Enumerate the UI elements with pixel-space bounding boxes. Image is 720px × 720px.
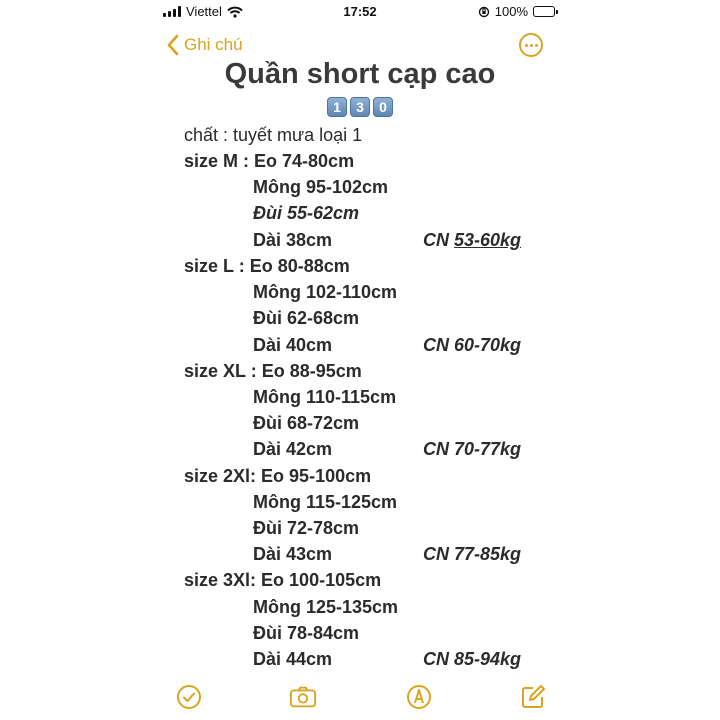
- thigh-value: Đùi 78-84cm: [253, 623, 360, 643]
- length-value: Dài 40cm: [253, 335, 333, 355]
- size-line: [184, 361, 362, 382]
- length-value: Dài 42cm: [253, 439, 333, 459]
- weight-line: [423, 439, 521, 460]
- thigh-value: Đùi 68-72cm: [253, 413, 360, 433]
- thigh-value: Đùi 72-78cm: [253, 518, 360, 538]
- waist-value: Eo 100-105cm: [261, 570, 382, 590]
- length-value: Dài 44cm: [253, 649, 333, 669]
- compose-icon[interactable]: [519, 683, 547, 711]
- hip-value: Mông 115-125cm: [253, 492, 398, 512]
- weight-value: 53-60kg: [454, 230, 522, 250]
- keycap-digit: 1: [327, 97, 347, 117]
- weight-prefix: CN: [423, 439, 454, 459]
- weight-prefix: CN: [423, 544, 454, 564]
- weight-value: 77-85kg: [454, 544, 522, 564]
- markup-pen-icon[interactable]: [405, 683, 433, 711]
- keycap-digit: 0: [373, 97, 393, 117]
- weight-prefix: CN: [423, 335, 454, 355]
- waist-value: Eo 74-80cm: [254, 151, 355, 171]
- hip-value: Mông 95-102cm: [253, 177, 389, 197]
- waist-value: Eo 95-100cm: [261, 466, 372, 486]
- weight-value: 85-94kg: [454, 649, 522, 669]
- size-label: size 2Xl:: [184, 466, 262, 486]
- checklist-icon[interactable]: [175, 683, 203, 711]
- size-line: [184, 151, 354, 172]
- bottom-toolbar: [0, 683, 720, 713]
- size-line: [184, 466, 371, 487]
- weight-line: [423, 335, 521, 356]
- hip-value: Mông 102-110cm: [253, 282, 398, 302]
- status-time: 17:52: [343, 4, 377, 19]
- size-line: [184, 256, 350, 277]
- weight-line: [423, 544, 521, 565]
- thigh-value: Đùi 55-62cm: [253, 203, 360, 223]
- size-line: [184, 570, 381, 591]
- size-label: size M :: [184, 151, 255, 171]
- carrier-name: Viettel: [186, 4, 222, 19]
- weight-value: 60-70kg: [454, 335, 522, 355]
- weight-prefix: CN: [423, 649, 454, 669]
- hip-value: Mông 125-135cm: [253, 597, 399, 617]
- size-label: size 3Xl:: [184, 570, 262, 590]
- note-title: Quần short cạp cao: [224, 58, 496, 90]
- thigh-value: Đùi 62-68cm: [253, 308, 360, 328]
- hip-value: Mông 110-115cm: [253, 387, 397, 407]
- weight-line: [423, 649, 521, 670]
- length-value: Dài 38cm: [253, 230, 333, 250]
- material-line: chất : tuyết mưa loại 1: [184, 125, 363, 145]
- back-label: Ghi chú: [184, 35, 243, 54]
- weight-line: [423, 230, 521, 251]
- battery-percent: 100%: [494, 4, 528, 19]
- size-label: size XL :: [184, 361, 262, 381]
- waist-value: Eo 80-88cm: [249, 256, 350, 276]
- weight-prefix: CN: [423, 230, 454, 250]
- waist-value: Eo 88-95cm: [261, 361, 362, 381]
- keycap-digit: 3: [350, 97, 370, 117]
- length-value: Dài 43cm: [253, 544, 333, 564]
- size-label: size L :: [184, 256, 250, 276]
- camera-icon[interactable]: [289, 683, 319, 711]
- weight-value: 70-77kg: [454, 439, 522, 459]
